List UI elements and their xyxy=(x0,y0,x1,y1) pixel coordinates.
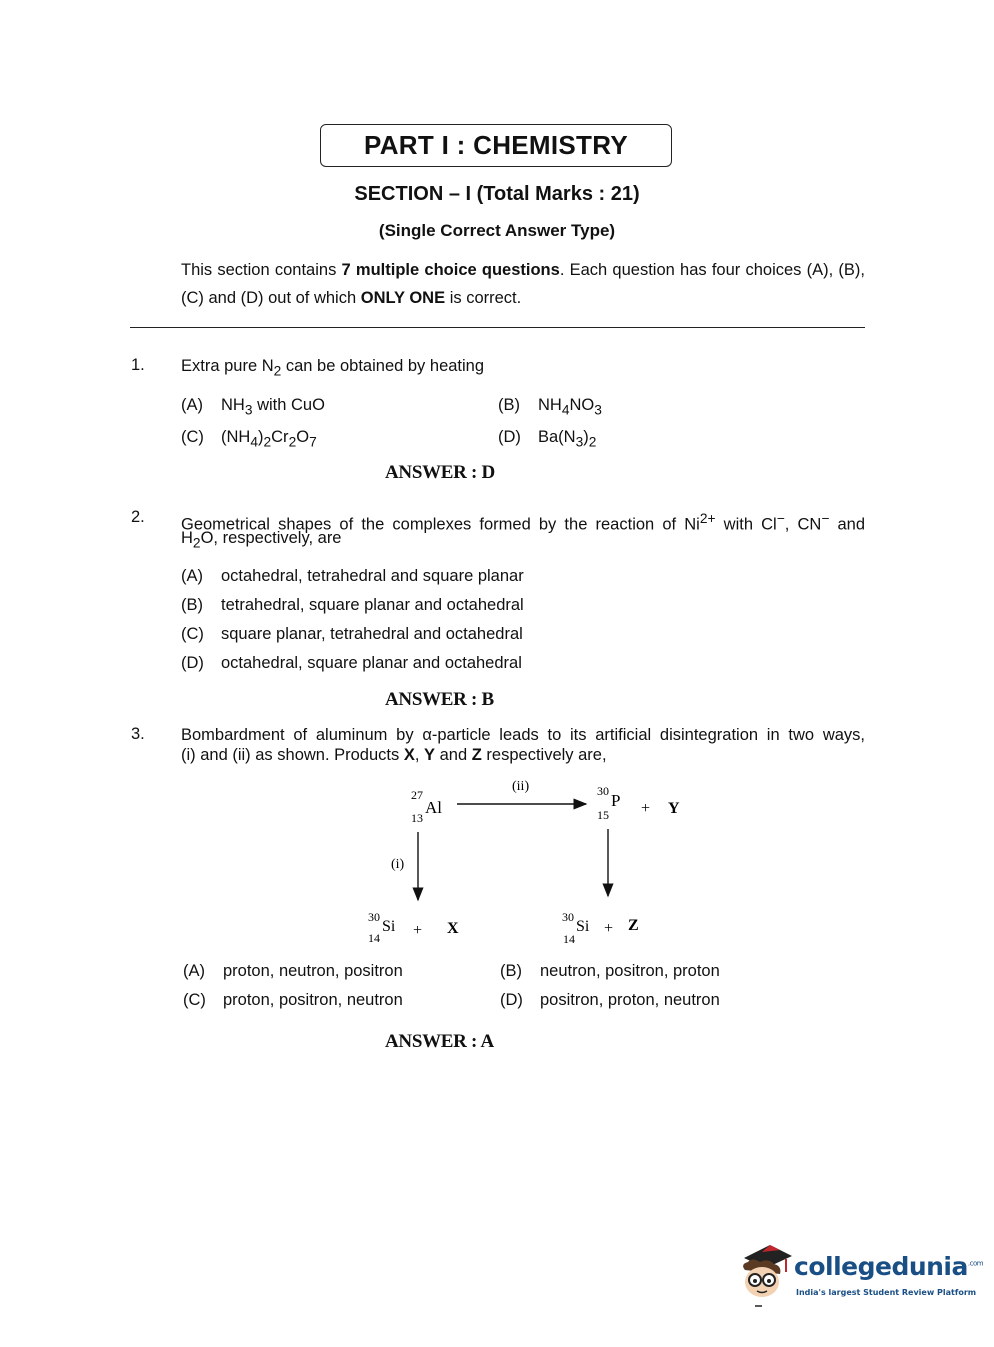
collegedunia-logo[interactable] xyxy=(736,1240,984,1310)
question-2-option-d: (D) octahedral, square planar and octahedral xyxy=(181,654,522,672)
si-mass-number-left: 30 xyxy=(368,910,380,924)
p-symbol: P xyxy=(611,791,621,810)
mascot-icon xyxy=(736,1240,796,1310)
product-x: X xyxy=(447,920,459,937)
si-symbol-right: Si xyxy=(576,918,590,935)
question-1-answer: ANSWER : D xyxy=(385,462,495,483)
si-symbol-left: Si xyxy=(382,918,396,935)
p-mass-number: 30 xyxy=(597,784,609,798)
question-3-answer: ANSWER : A xyxy=(385,1031,494,1052)
si-atomic-number-left: 14 xyxy=(368,931,380,945)
question-3-option-a: (A) proton, neutron, positron xyxy=(183,962,403,980)
question-2-option-c: (C) square planar, tetrahedral and octahedral xyxy=(181,625,523,643)
question-3-text-line-2: (i) and (ii) as shown. Products X, Y and Z respectively are, xyxy=(181,746,607,764)
logo-tagline: India's largest Student Review Platform xyxy=(796,1288,977,1297)
question-2-option-b: (B) tetrahedral, square planar and octahedral xyxy=(181,596,524,614)
question-3-text-line-1: Bombardment of aluminum by α-particle leads to its artificial disintegration in two ways, xyxy=(181,726,865,744)
part-title: PART I : CHEMISTRY xyxy=(320,124,672,167)
al-mass-number: 27 xyxy=(411,788,423,802)
section-type: (Single Correct Answer Type) xyxy=(378,221,616,240)
product-z: Z xyxy=(628,917,639,934)
question-1-option-c: (C) $(NH_4)_2Cr_2O_7$ xyxy=(181,428,317,450)
question-3-option-c: (C) proton, positron, neutron xyxy=(183,991,403,1009)
si-mass-number-right: 30 xyxy=(562,910,574,924)
question-3-option-b: (B) neutron, positron, proton xyxy=(500,962,720,980)
logo-name: collegedunia xyxy=(794,1252,968,1281)
question-1-option-a: (A) $NH_3$ with CuO xyxy=(181,396,325,418)
instructions: This section contains 7 multiple choice questions. Each question has four choices (A), (B), (C) and (D) out of which ONLY ONE is correct. xyxy=(181,261,865,307)
p-atomic-number: 15 xyxy=(597,808,609,822)
question-1-option-d: (D) $Ba(N_3)_2$ xyxy=(498,428,597,450)
al-atomic-number: 13 xyxy=(411,811,423,825)
question-2-option-a: (A) octahedral, tetrahedral and square planar xyxy=(181,567,524,585)
question-2-answer: ANSWER : B xyxy=(385,689,494,710)
plus-x: + xyxy=(413,922,423,939)
reaction-diagram xyxy=(360,775,700,950)
divider xyxy=(130,327,865,328)
plus-y: + xyxy=(641,800,651,817)
question-2-text-line-1: Geometrical shapes of the complexes formed by the reaction of $Ni^{2+}$ with Cl−, CN− and xyxy=(181,511,866,534)
section-title: SECTION – I (Total Marks : 21) xyxy=(354,183,640,205)
path-ii-label: (ii) xyxy=(512,779,530,794)
si-atomic-number-right: 14 xyxy=(563,932,575,946)
question-2-number: 2. xyxy=(131,508,145,526)
question-3-number: 3. xyxy=(131,725,145,743)
logo-suffix: .com xyxy=(967,1259,984,1268)
path-i-label: (i) xyxy=(391,857,405,872)
question-2-text-line-2: $H_2O$, respectively, are xyxy=(181,529,342,551)
question-1-text: Extra pure $N_2$ can be obtained by heating xyxy=(181,357,485,379)
al-symbol: Al xyxy=(425,798,442,817)
question-1-option-b: (B) $NH_4NO_3$ xyxy=(498,396,602,418)
plus-z: + xyxy=(604,920,614,937)
question-1-number: 1. xyxy=(131,356,145,374)
question-3-option-d: (D) positron, proton, neutron xyxy=(500,991,720,1009)
product-y: Y xyxy=(668,800,680,817)
